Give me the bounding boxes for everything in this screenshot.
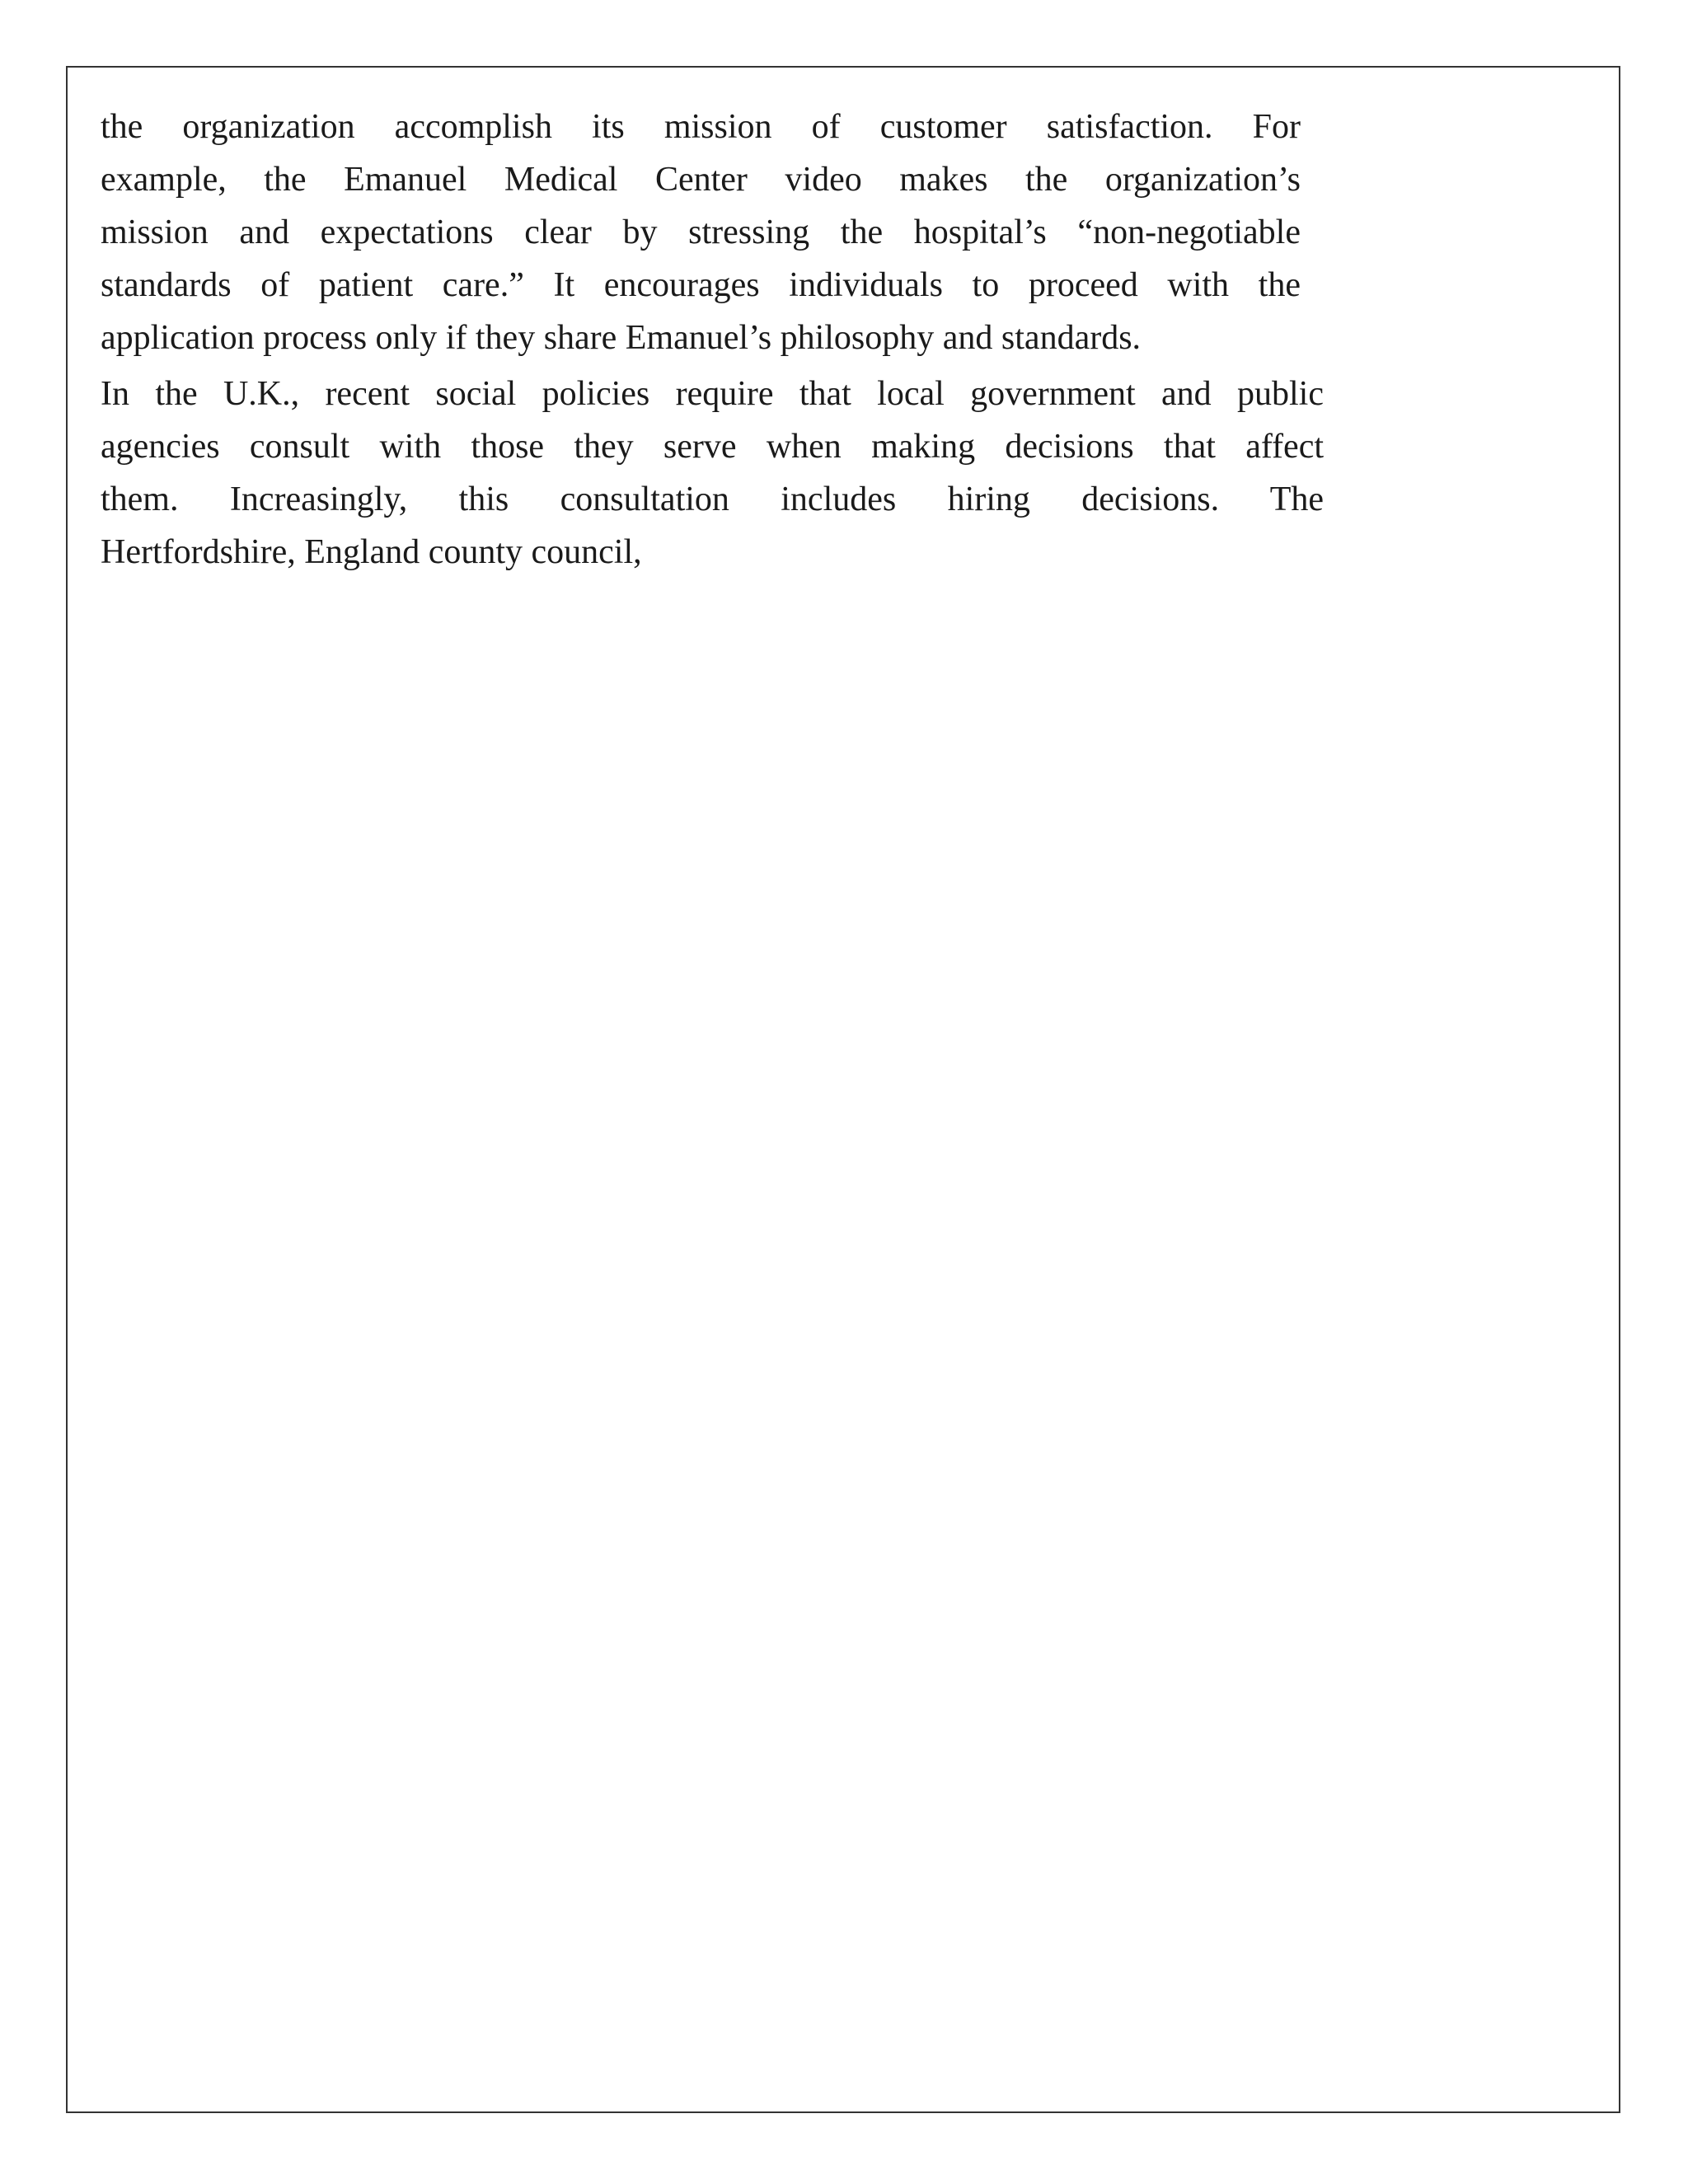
paragraph-1-line-3: mission and expectations clear by stressing the hospital’s “non-negotiable [101, 213, 1301, 251]
paragraph-1 [101, 101, 1301, 364]
page-frame [66, 66, 1620, 2113]
paragraph-1-line-4: standards of patient care.” It encourages individuals to proceed with the [101, 266, 1301, 304]
paragraph-1-line-5: application process only if they share Emanuel’s philosophy and standards. [101, 319, 1142, 357]
paragraph-2 [101, 368, 1324, 579]
paragraph-1-line-2: example, the Emanuel Medical Center video makes the organization’s [101, 161, 1301, 199]
paragraph-2-line-2: agencies consult with those they serve when making decisions that affect [101, 428, 1324, 466]
paragraph-2-line-1: In the U.K., recent social policies require that local government and public [101, 375, 1324, 413]
paragraph-2-line-4: Hertfordshire, England county council, [101, 533, 642, 571]
paragraph-1-line-1: the organization accomplish its mission of customer satisfaction. For [101, 108, 1301, 146]
paragraph-2-line-3: them. Increasingly, this consultation includes hiring decisions. The [101, 480, 1324, 518]
